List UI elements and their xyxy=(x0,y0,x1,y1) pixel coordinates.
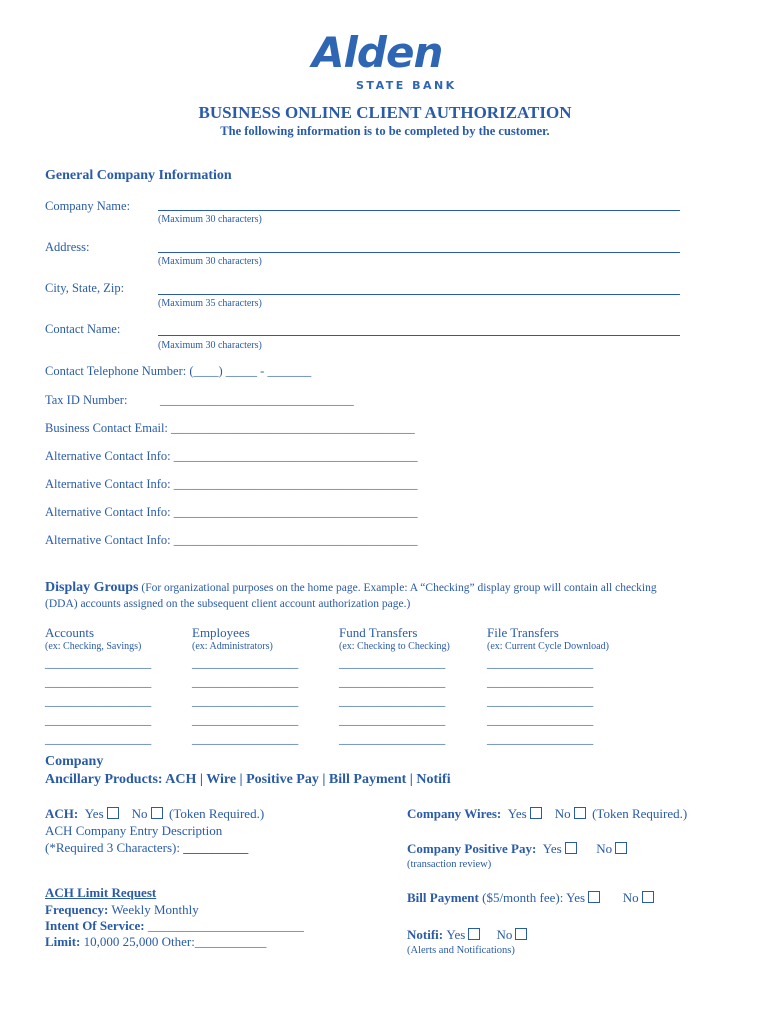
intent-label: Intent Of Service: xyxy=(45,918,145,933)
city-state-zip-hint: (Maximum 35 characters) xyxy=(158,298,262,309)
bill-payment-row xyxy=(407,890,654,906)
employees-blank[interactable]: _________________ xyxy=(192,713,299,727)
display-groups-heading: Display Groups xyxy=(45,580,139,595)
file-transfers-blank[interactable]: _________________ xyxy=(487,732,594,746)
column-accounts: Accounts xyxy=(45,625,95,640)
fund-transfers-blank[interactable]: _________________ xyxy=(339,713,446,727)
positive-pay-yes-label: Yes xyxy=(542,841,562,856)
tax-id-label: Tax ID Number: xyxy=(45,393,128,407)
column-fund-transfers-hint: (ex: Checking to Checking) xyxy=(339,641,450,652)
column-employees-hint: (ex: Administrators) xyxy=(192,641,273,652)
limit-options[interactable]: 10,000 25,000 Other:___________ xyxy=(80,934,267,949)
column-employees: Employees xyxy=(192,625,250,640)
bank-logo-word: Alden xyxy=(312,28,443,77)
ach-no-checkbox[interactable] xyxy=(151,807,163,819)
company-name-label: Company Name: xyxy=(45,199,131,213)
frequency-options[interactable]: Weekly Monthly xyxy=(108,902,199,917)
positive-pay-yes-checkbox[interactable] xyxy=(565,842,577,854)
wires-token-note: (Token Required.) xyxy=(592,806,688,821)
positive-pay-no-label: No xyxy=(596,841,613,856)
contact-phone-field[interactable]: Contact Telephone Number: (____) _____ - _______ xyxy=(45,364,312,378)
accounts-blank[interactable]: _________________ xyxy=(45,656,152,670)
bill-payment-yes-checkbox[interactable] xyxy=(588,891,600,903)
limit-label: Limit: xyxy=(45,934,81,949)
fund-transfers-blank[interactable]: _________________ xyxy=(339,656,446,670)
bill-payment-no-checkbox[interactable] xyxy=(642,891,654,903)
file-transfers-blank[interactable]: _________________ xyxy=(487,694,594,708)
employees-blank[interactable]: _________________ xyxy=(192,732,299,746)
column-file-transfers-hint: (ex: Current Cycle Download) xyxy=(487,641,609,652)
wires-row xyxy=(407,806,687,822)
ach-token-note: (Token Required.) xyxy=(169,806,265,821)
address-label: Address: xyxy=(45,240,90,254)
alt-contact-field-2[interactable]: Alternative Contact Info: _______________________________________ xyxy=(45,477,418,491)
ach-label: ACH: xyxy=(45,806,79,821)
notifi-label: Notifi: xyxy=(407,927,444,942)
bill-payment-yes-label: Yes xyxy=(566,890,586,905)
wires-yes-label: Yes xyxy=(507,806,527,821)
bill-payment-fee: ($5/month fee): xyxy=(478,890,567,905)
notifi-row xyxy=(407,927,527,943)
page-title: BUSINESS ONLINE CLIENT AUTHORIZATION xyxy=(198,103,572,122)
display-groups-desc-2: (DDA) accounts assigned on the subsequent client account authorization page.) xyxy=(45,598,411,610)
notifi-yes-checkbox[interactable] xyxy=(468,928,480,940)
file-transfers-blank[interactable]: _________________ xyxy=(487,656,594,670)
tax-id-field[interactable]: _______________________________ xyxy=(160,393,354,407)
ach-yes-checkbox[interactable] xyxy=(107,807,119,819)
company-name-hint: (Maximum 30 characters) xyxy=(158,214,262,225)
contact-name-hint: (Maximum 30 characters) xyxy=(158,340,262,351)
alt-contact-field-1[interactable]: Alternative Contact Info: _______________________________________ xyxy=(45,449,418,463)
ach-required-label: (*Required 3 Characters): xyxy=(45,840,184,855)
column-fund-transfers: Fund Transfers xyxy=(339,625,418,640)
ach-limit-heading: ACH Limit Request xyxy=(45,885,157,900)
column-accounts-hint: (ex: Checking, Savings) xyxy=(45,641,142,652)
employees-blank[interactable]: _________________ xyxy=(192,656,299,670)
positive-pay-row xyxy=(407,841,627,857)
file-transfers-blank[interactable]: _________________ xyxy=(487,713,594,727)
notifi-yes-label: Yes xyxy=(446,927,466,942)
intent-row xyxy=(45,918,304,934)
frequency-row xyxy=(45,902,199,918)
intent-field[interactable]: ________________________ xyxy=(144,918,304,933)
bank-logo-subtitle: STATE BANK xyxy=(356,79,457,92)
company-heading: Company xyxy=(45,754,104,769)
bill-payment-no-label: No xyxy=(622,890,639,905)
contact-name-label: Contact Name: xyxy=(45,322,121,336)
notifi-no-checkbox[interactable] xyxy=(515,928,527,940)
address-field[interactable] xyxy=(158,252,680,253)
display-groups-desc-1: (For organizational purposes on the home page. Example: A “Checking” display group will contain all checking xyxy=(138,582,657,594)
notifi-no-label: No xyxy=(496,927,513,942)
ach-row xyxy=(45,806,264,822)
bill-payment-label: Bill Payment xyxy=(407,890,479,905)
city-state-zip-label: City, State, Zip: xyxy=(45,281,125,295)
notifi-hint: (Alerts and Notifications) xyxy=(407,945,515,956)
ach-yes-label: Yes xyxy=(84,806,104,821)
accounts-blank[interactable]: _________________ xyxy=(45,694,152,708)
positive-pay-label: Company Positive Pay: xyxy=(407,841,537,856)
employees-blank[interactable]: _________________ xyxy=(192,694,299,708)
employees-blank[interactable]: _________________ xyxy=(192,675,299,689)
frequency-label: Frequency: xyxy=(45,902,109,917)
general-section-heading: General Company Information xyxy=(45,168,232,183)
fund-transfers-blank[interactable]: _________________ xyxy=(339,675,446,689)
fund-transfers-blank[interactable]: _________________ xyxy=(339,694,446,708)
fund-transfers-blank[interactable]: _________________ xyxy=(339,732,446,746)
wires-yes-checkbox[interactable] xyxy=(530,807,542,819)
file-transfers-blank[interactable]: _________________ xyxy=(487,675,594,689)
wires-label: Company Wires: xyxy=(407,806,502,821)
page-subtitle: The following information is to be completed by the customer. xyxy=(220,124,550,138)
wires-no-checkbox[interactable] xyxy=(574,807,586,819)
ach-entry-field[interactable]: __________ xyxy=(183,840,249,855)
ach-no-label: No xyxy=(131,806,148,821)
business-email-field[interactable]: Business Contact Email: _______________________________________ xyxy=(45,421,415,435)
ach-required-row xyxy=(45,840,248,856)
accounts-blank[interactable]: _________________ xyxy=(45,675,152,689)
accounts-blank[interactable]: _________________ xyxy=(45,732,152,746)
alt-contact-field-4[interactable]: Alternative Contact Info: _______________________________________ xyxy=(45,533,418,547)
wires-no-label: No xyxy=(554,806,571,821)
column-file-transfers: File Transfers xyxy=(487,625,559,640)
address-hint: (Maximum 30 characters) xyxy=(158,256,262,267)
accounts-blank[interactable]: _________________ xyxy=(45,713,152,727)
city-state-zip-field[interactable] xyxy=(158,294,680,295)
alt-contact-field-3[interactable]: Alternative Contact Info: _______________________________________ xyxy=(45,505,418,519)
positive-pay-hint: (transaction review) xyxy=(407,859,492,870)
ancillary-products-heading: Ancillary Products: ACH | Wire | Positive Pay | Bill Payment | Notifi xyxy=(45,772,451,787)
positive-pay-no-checkbox[interactable] xyxy=(615,842,627,854)
limit-row xyxy=(45,934,266,950)
display-groups-intro xyxy=(45,580,657,596)
company-name-field[interactable] xyxy=(158,210,680,211)
ach-entry-desc: ACH Company Entry Description xyxy=(45,823,223,838)
contact-name-field[interactable] xyxy=(158,335,680,336)
